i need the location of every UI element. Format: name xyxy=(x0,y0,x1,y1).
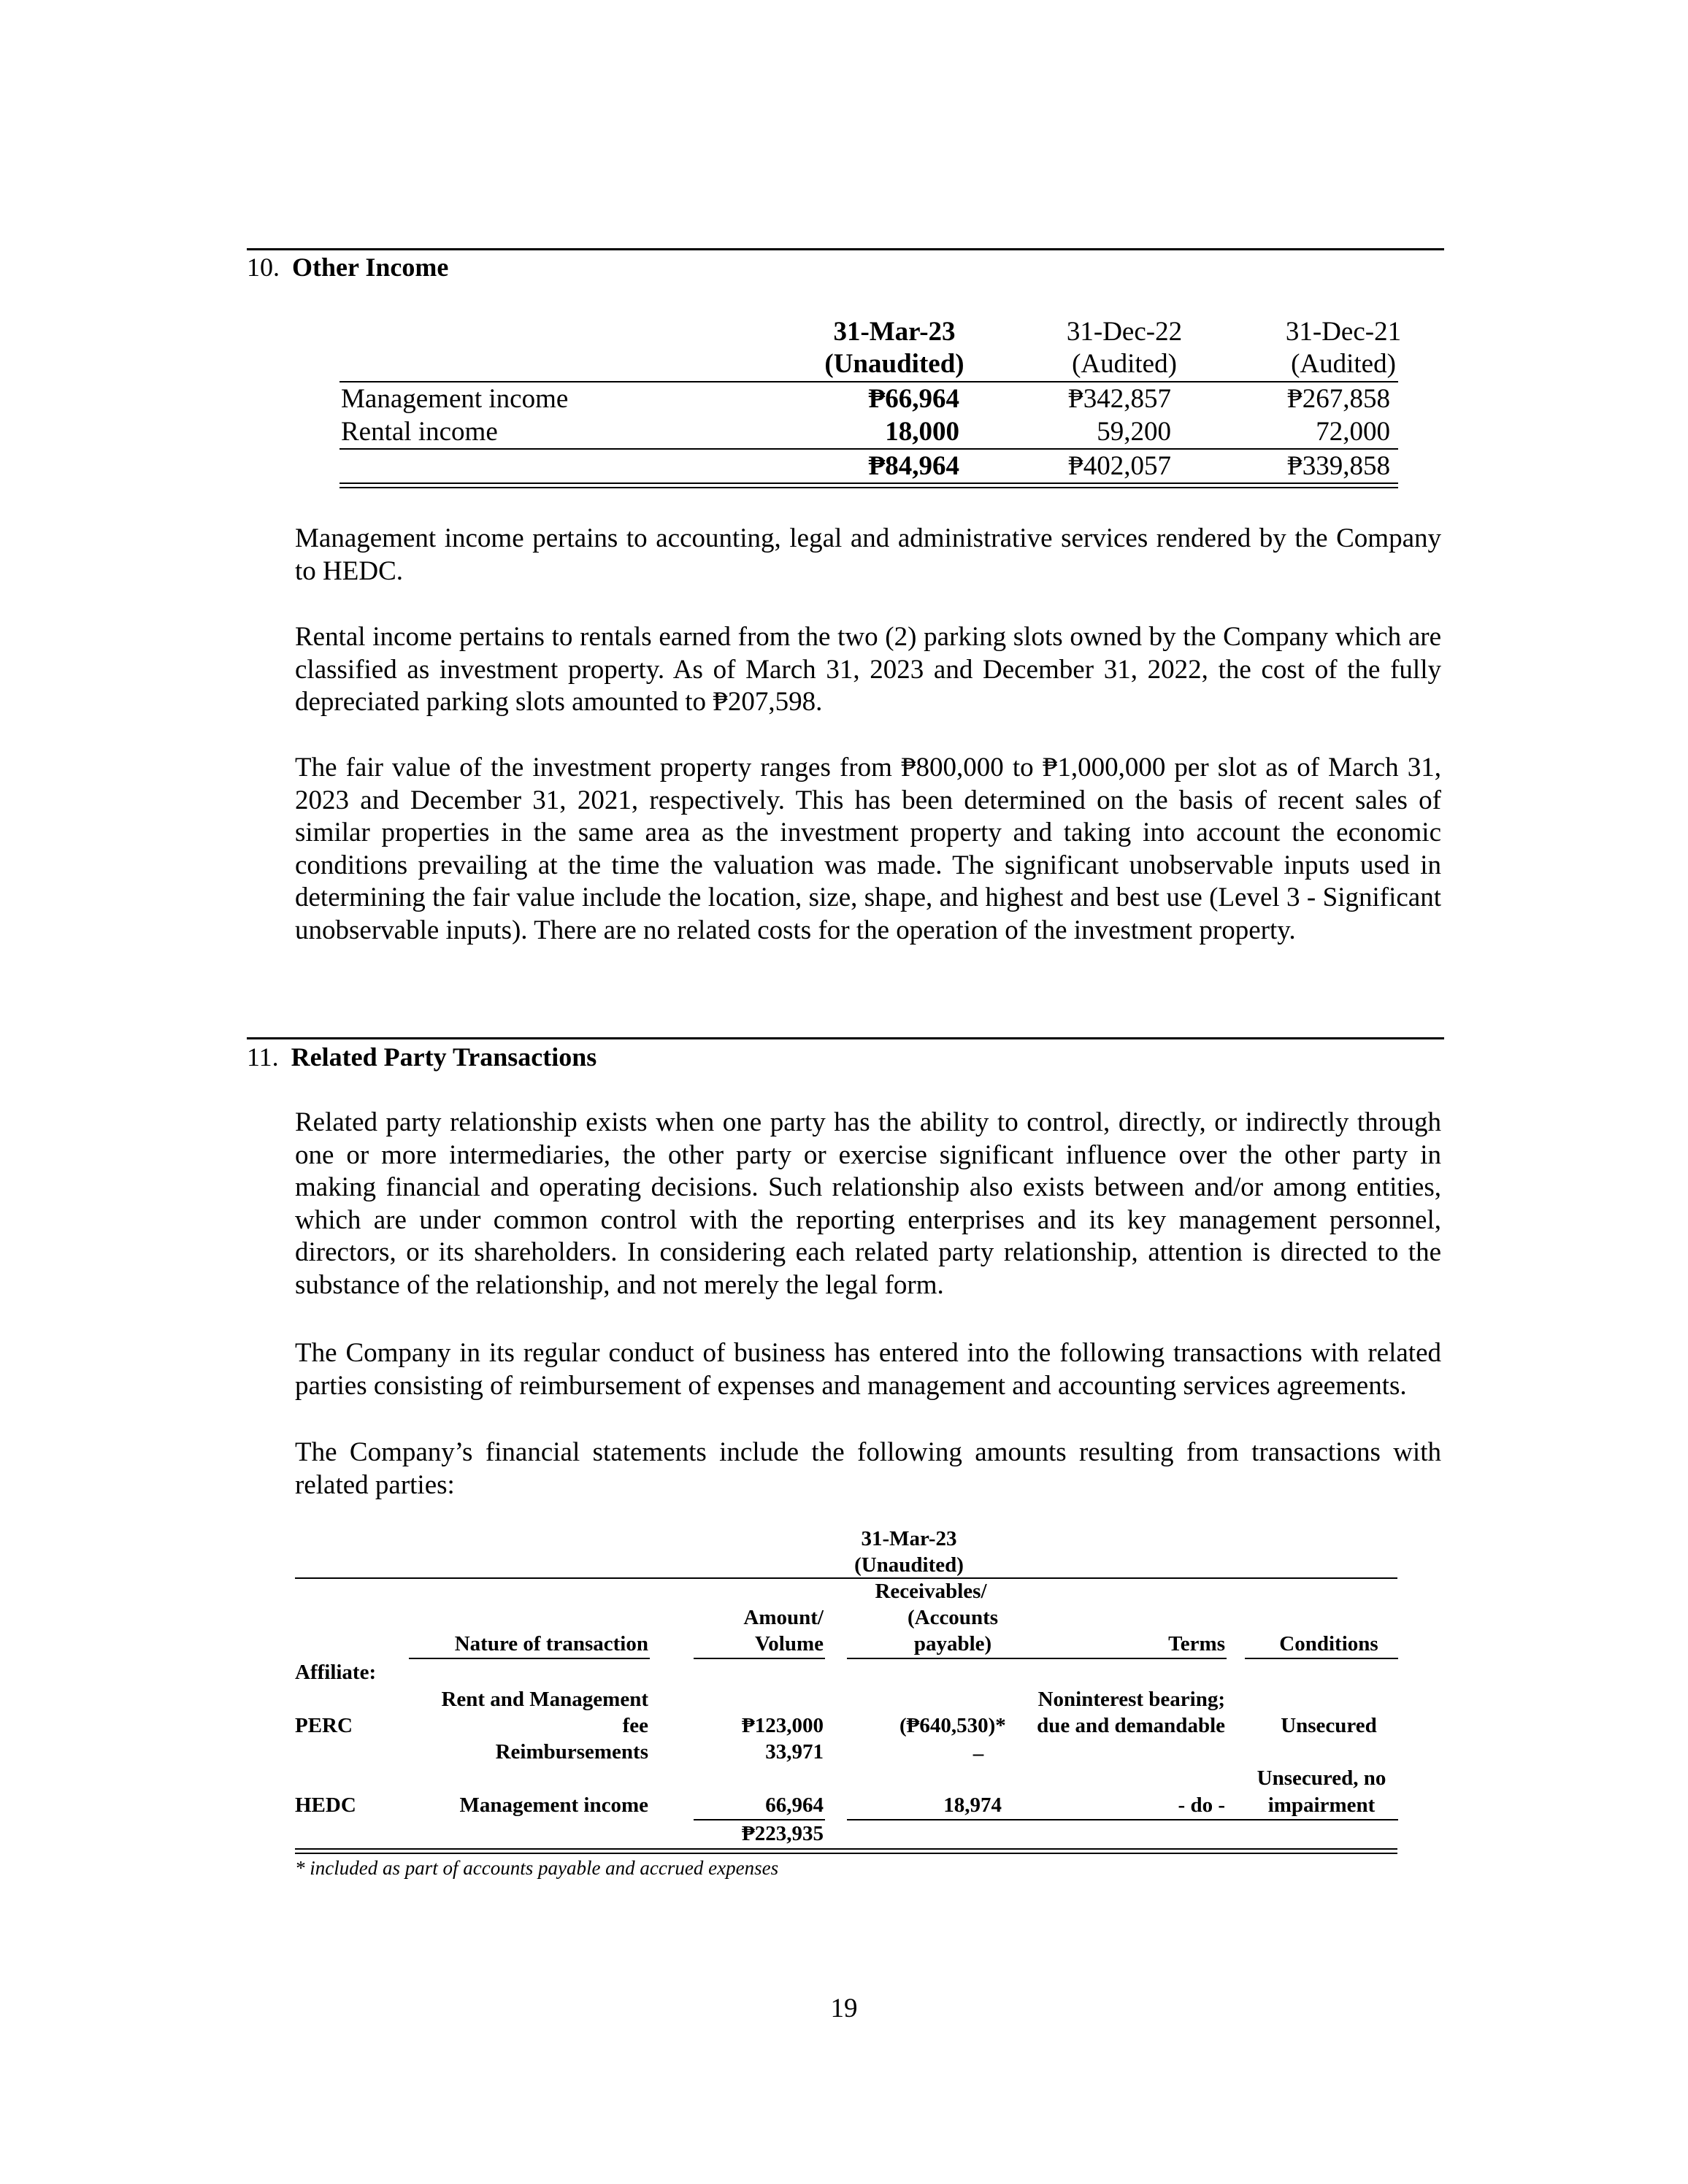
col-header-2023: 31-Mar-23 xyxy=(833,317,956,347)
row-label-rental-income: Rental income xyxy=(341,417,498,447)
terms-header: Terms xyxy=(1168,1632,1225,1656)
affiliate-label: Affiliate: xyxy=(295,1661,377,1684)
col-header-2021-status: (Audited) xyxy=(1291,349,1396,379)
col-header-2022: 31-Dec-22 xyxy=(1066,317,1183,347)
section-11-title: Related Party Transactions xyxy=(291,1042,597,1072)
amount-total: ₱223,935 xyxy=(742,1822,824,1845)
period-status: (Unaudited) xyxy=(854,1553,964,1577)
paragraph-rental-income: Rental income pertains to rentals earned from the two (2) parking slots owned by the Company which are classified as investment property. As of March 31, 2023 and December 31, 2022, the cost of the fully depreciated parking slots amounted to ₱207,598. xyxy=(295,622,1441,717)
perc-nature-line2: fee xyxy=(622,1714,648,1737)
amount-header-1: Amount/ xyxy=(743,1606,824,1629)
amount-header-2: Volume xyxy=(755,1632,824,1656)
perc-receivable: (₱640,530)* xyxy=(899,1714,1006,1737)
col-header-2023-status: (Unaudited) xyxy=(824,349,964,379)
period-underline xyxy=(295,1577,1397,1579)
hedc-name: HEDC xyxy=(295,1793,356,1817)
perc-terms-line2: due and demandable xyxy=(1037,1714,1225,1737)
section-10-title: Other Income xyxy=(292,253,449,282)
paragraph-transactions: The Company in its regular conduct of business has entered into the following transactions with related parties consisting of reimbursement of expenses and management and accounting services agreements. xyxy=(295,1338,1441,1401)
cell-rental-2021: 72,000 xyxy=(1316,417,1390,447)
reimbursements-amount: 33,971 xyxy=(765,1740,824,1764)
perc-nature-line1: Rent and Management xyxy=(441,1688,648,1711)
hedc-conditions-line2: impairment xyxy=(1267,1793,1376,1817)
paragraph-management-income: Management income pertains to accounting, legal and administrative services rendered by the Company to HEDC. xyxy=(295,523,1441,586)
hedc-receivable: 18,974 xyxy=(943,1793,1002,1817)
reimbursements-label: Reimbursements xyxy=(495,1740,648,1764)
period-header: 31-Mar-23 xyxy=(861,1527,957,1550)
cell-mgmt-2022: ₱342,857 xyxy=(1068,384,1171,414)
paragraph-fair-value: The fair value of the investment property ranges from ₱800,000 to ₱1,000,000 per slot as of March 31, 2023 and December 31, 2021, respectively. This has been determined on the basis of recent sales of similar properties in the same area as the investment property and taking into account the economic conditions prevailing at the time the valuation was made. The significant unobservable inputs used in determining the fair value include the location, size, shape, and highest and best use (Level 3 - Significant unobservable inputs). There are no related costs for the operation of the investment property. xyxy=(295,753,1441,945)
paragraph-amounts-intro: The Company’s financial statements include the following amounts resulting from transactions with related parties: xyxy=(295,1437,1441,1500)
col-underline-conditions xyxy=(1245,1658,1398,1659)
total-2021: ₱339,858 xyxy=(1287,451,1390,481)
perc-name: PERC xyxy=(295,1714,353,1737)
col-underline-nature xyxy=(409,1658,650,1659)
row-label-management-income: Management income xyxy=(341,384,569,414)
total-double-rule-2 xyxy=(339,487,1398,488)
cell-mgmt-2023: ₱66,964 xyxy=(868,384,959,414)
perc-amount: ₱123,000 xyxy=(742,1714,824,1737)
recv-subtotal-rule xyxy=(847,1819,1398,1820)
recv-header-3: payable) xyxy=(913,1632,992,1656)
recv-header-1: Receivables/ xyxy=(875,1580,987,1603)
nature-header: Nature of transaction xyxy=(454,1632,648,1656)
table-footnote: * included as part of accounts payable and accrued expenses xyxy=(295,1857,779,1879)
conditions-header: Conditions xyxy=(1279,1632,1378,1656)
col-header-2022-status: (Audited) xyxy=(1072,349,1177,379)
perc-conditions: Unsecured xyxy=(1281,1714,1377,1737)
section-10-top-rule xyxy=(247,248,1444,250)
cell-mgmt-2021: ₱267,858 xyxy=(1287,384,1390,414)
hedc-amount: 66,964 xyxy=(765,1793,824,1817)
section-11-heading xyxy=(247,1042,596,1072)
section-11-number: 11. xyxy=(247,1042,279,1072)
col-header-2021: 31-Dec-21 xyxy=(1285,317,1402,347)
hedc-conditions-line1: Unsecured, no xyxy=(1257,1766,1386,1790)
col-underline-recv xyxy=(847,1658,1004,1659)
perc-terms-line1: Noninterest bearing; xyxy=(1037,1688,1225,1711)
recv-header-2: (Accounts xyxy=(907,1606,999,1629)
col-underline-amount xyxy=(694,1658,825,1659)
table-double-rule-1 xyxy=(295,1848,1397,1850)
col-underline-terms xyxy=(1004,1658,1227,1659)
reimbursements-receivable: – xyxy=(972,1742,984,1765)
total-double-rule-1 xyxy=(339,482,1398,484)
hedc-nature: Management income xyxy=(459,1793,648,1817)
header-underline xyxy=(339,381,1398,382)
total-2022: ₱402,057 xyxy=(1068,451,1171,481)
cell-rental-2022: 59,200 xyxy=(1097,417,1171,447)
section-10-heading xyxy=(247,252,448,282)
page-number: 19 xyxy=(830,1993,858,2023)
section-10-number: 10. xyxy=(247,253,280,282)
hedc-terms: - do - xyxy=(1178,1793,1225,1817)
cell-rental-2023: 18,000 xyxy=(885,417,959,447)
section-11-top-rule xyxy=(247,1037,1444,1039)
table-double-rule-2 xyxy=(295,1853,1397,1854)
total-2023: ₱84,964 xyxy=(868,451,959,481)
paragraph-related-party-definition: Related party relationship exists when one party has the ability to control, directly, or indirectly through one or more intermediaries, the other party or exercise significant influence over the other party in making financial and operating decisions. Such relationship also exists between and/or among entities, which are under common control with the reporting enterprises and its key management personnel, directors, or its shareholders. In considering each related party relationship, attention is directed to the substance of the relationship, and not merely the legal form. xyxy=(295,1107,1441,1300)
subtotal-rule xyxy=(339,448,1398,450)
